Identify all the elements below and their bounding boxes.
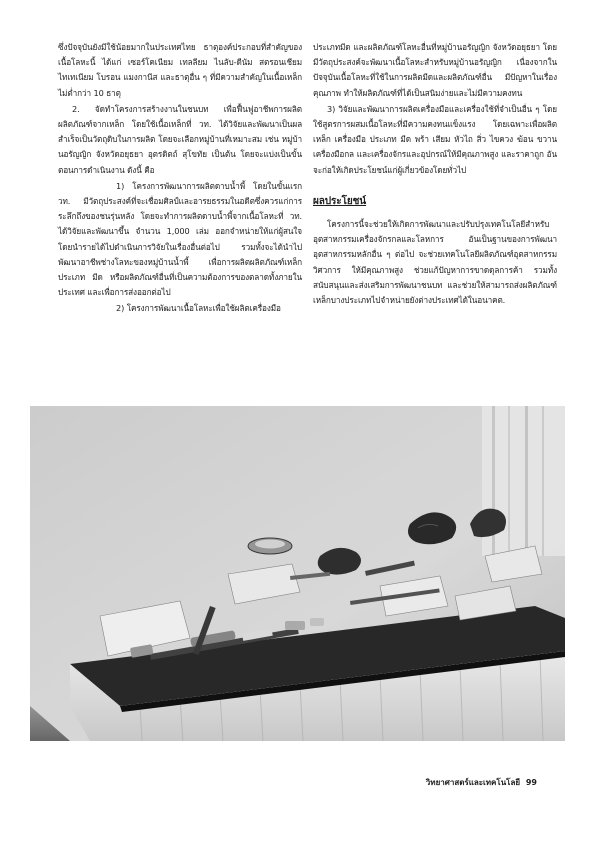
paragraph-sword-project: 1) โครงการพัฒนาการผลิตดาบน้ำพี้ โดยในขั้นแรก วท. มีวัตถุประสงค์ที่จะเชื่อมศิลป์และอารยธรรมในอดีตซึ่งควรแก่การระลึกถึงของชนรุ่นหลัง โดยจะทำการผลิตดาบน้ำพี้จากเนื้อโลหะที่ วท. ได้วิจัยและพัฒนาขึ้น จำนวน 1,000 เล่ม ออกจำหน่ายให้แก่ผู้สนใจ โดยนำรายได้ไปดำเนินการวิจัยในเรื่องอื่นต่อไป รวมทั้งจะได้นำไปพัฒนาอาชีพช่างโลหะของหมู่บ้านน้ำพี้ เพื่อการผลิตผลิตภัณฑ์เหล็กประเภท มีด หรือผลิตภัณฑ์อื่นที่เป็นความต้องการของตลาดทั้งภายในประเทศ และเพื่อการส่งออกต่อไป: [58, 180, 302, 298]
journal-name: วิทยาศาสตร์และเทคโนโลยี: [425, 778, 521, 787]
right-text-column: [313, 40, 557, 308]
page-footer: [423, 776, 537, 789]
paragraph-tool-project-start: 2) โครงการพัฒนาเนื้อโลหะเพื่อใช้ผลิตเครื่องมือ: [116, 303, 281, 314]
paragraph-rural-project: 2. จัดทำโครงการสร้างงานในชนบท เพื่อฟื้นฟูอาชีพการผลิตผลิตภัณฑ์จากเหล็ก โดยใช้เนื้อเหล็กที่ วท. ได้วิจัยและพัฒนาเป็นผลสำเร็จเป็นวัตถุดิบในการผลิต โดยจะเลือกหมู่บ้านที่เหมาะสม เช่น หมู่บ้านอรัญญิก จังหวัดอยุธยา อุตรดิตถ์ สุโขทัย เป็นต้น โดยจะแบ่งเป็นขั้นตอนการดำเนินงาน ดังนี้ คือ: [58, 103, 302, 175]
paragraph-benefits: โครงการนี้จะช่วยให้เกิดการพัฒนาและปรับปรุงเทคโนโลยีสำหรับอุตสาหกรรมเครื่องจักรกลและโลหการ อันเป็นฐานของการพัฒนาอุตสาหกรรมหลักอื่น ๆ ต่อไป จะช่วยเทคโนโลยีผลิตภัณฑ์อุตสาหกรรมวิศวการ ให้มีคุณภาพสูง ช่วยแก้ปัญหาการขาดดุลการค้า รวมทั้งสนับสนุนและส่งเสริมการพัฒนาชนบท และช่วยให้สามารถส่งผลิตภัณฑ์เหล็กบางประเภทไปจำหน่ายยังต่างประเทศได้ในอนาคต.: [313, 219, 557, 306]
section-heading-benefits: ผลประโยชน์: [313, 195, 367, 207]
exhibition-table-photo: [30, 406, 565, 741]
page-number: 99: [525, 778, 537, 787]
left-text-column: [58, 40, 302, 317]
paragraph-tools-research: 3) วิจัยและพัฒนาการผลิตเครื่องมือและเครื่องใช้ที่จำเป็นอื่น ๆ โดยใช้สูตรการผสมเนื้อโลหะที่มีความคงทนแข็งแรง โดยเฉพาะเพื่อผลิตเหล็ก เครื่องมือ ประเภท มีด พร้า เสียม หัวไถ สิ่ว ไขควง ฆ้อน ขวาน เครื่องมือกล และเครื่องจักรและอุปกรณ์ให้มีคุณภาพสูง และราคาถูก อันจะก่อให้เกิดประโยชน์แก่ผู้เกี่ยวข้องโดยทั่วไป: [313, 103, 557, 175]
paragraph-intro-elements: ซึ่งปัจจุบันยังมีใช้น้อยมากในประเทศไทย ธาตุองค์ประกอบที่สำคัญของเนื้อโลหะนี้ ได้แก่ เซอร์โคเนียม เทลลียม ไนลับ-ดีนัม สตรอนเชียม ไทเทเนียม โบรอน แมงกานีส และธาตุอื่น ๆ ที่มีความสำคัญในเนื้อเหล็ก ไม่ต่ำกว่า 10 ธาตุ: [58, 42, 302, 98]
paragraph-aranyik-village: ประเภทมีด และผลิตภัณฑ์โลหะอื่นที่หมู่บ้านอรัญญิก จังหวัดอยุธยา โดยมีวัตถุประสงค์จะพัฒนาเนื้อโลหะสำหรับหมู่บ้านอรัญญิก เนื่องจากในปัจจุบันเนื้อโลหะที่ใช้ในการผลิตมีดและผลิตภัณฑ์อื่น มีปัญหาในเรื่องคุณภาพ ทำให้ผลิตภัณฑ์ที่ได้เป็นสนิมง่ายและไม่มีความคงทน: [313, 42, 557, 98]
